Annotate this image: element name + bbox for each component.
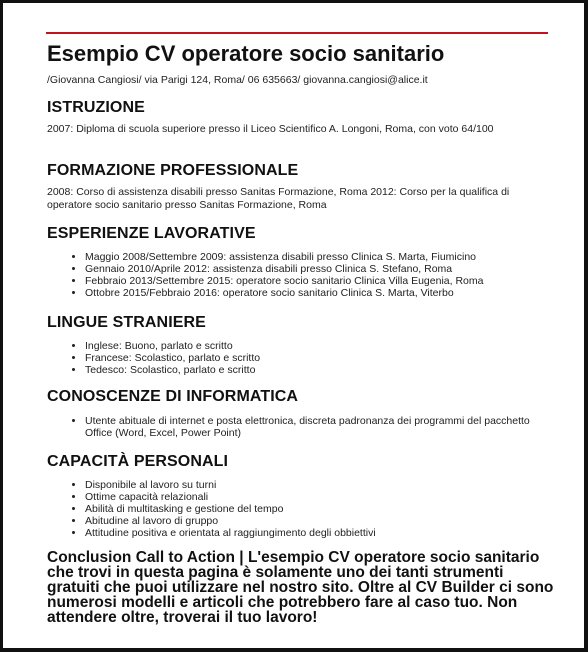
list-item: • Abilità di multitasking e gestione del tempo [85, 503, 547, 515]
list-item: • Ottobre 2015/Febbraio 2016: operatore socio sanitario Clinica S. Marta, Viterbo [85, 287, 547, 299]
section-heading: FORMAZIONE PROFESSIONALE [47, 162, 299, 179]
conclusion-call-to-action: Conclusion Call to Action | L'esempio CV operatore socio sanitario che trovi in questa pagina è solamente uno dei tanti strumenti gratuiti che puoi utilizzare nel nostro sito. Oltre al CV Builder ci sono numerosi modelli e articoli che potrebbero fare al caso tuo. Non attendere oltre, troverai il tuo lavoro! [47, 549, 554, 626]
experience-list [47, 251, 547, 299]
section-formazione [47, 162, 547, 211]
list-item: • Maggio 2008/Settembre 2009: assistenza disabili presso Clinica S. Marta, Fiumicino [85, 251, 547, 263]
list-item: • Disponibile al lavoro su turni [85, 479, 547, 491]
list-item: • Inglese: Buono, parlato e scritto [85, 340, 547, 352]
section-heading: CONOSCENZE DI INFORMATICA [47, 388, 299, 405]
list-item: • Febbraio 2013/Settembre 2015: operatore socio sanitario Clinica Villa Eugenia, Roma [85, 275, 547, 287]
section-heading: CAPACITÀ PERSONALI [47, 453, 229, 470]
skills-list [47, 479, 547, 539]
section-text: 2008: Corso di assistenza disabili presso Sanitas Formazione, Roma 2012: Corso per la qualifica di operatore socio sanitario presso Sanitas Formazione, Roma [47, 186, 510, 211]
language-list [47, 340, 547, 376]
section-lingue [47, 314, 547, 376]
list-item: • Abitudine al lavoro di gruppo [85, 515, 547, 527]
section-text: 2007: Diploma di scuola superiore presso il Liceo Scientifico A. Longoni, Roma, con voto 64/100 [47, 123, 494, 135]
section-esperienze [47, 225, 547, 299]
section-istruzione [47, 99, 547, 136]
section-heading: ESPERIENZE LAVORATIVE [47, 225, 256, 242]
it-skills-list [47, 415, 547, 439]
section-capacita [47, 453, 547, 539]
list-item: • Gennaio 2010/Aprile 2012: assistenza disabili presso Clinica S. Stefano, Roma [85, 263, 547, 275]
page-title: Esempio CV operatore socio sanitario [47, 41, 445, 66]
list-item: • Ottime capacità relazionali [85, 491, 547, 503]
list-item: • Francese: Scolastico, parlato e scritto [85, 352, 547, 364]
contact-line: /Giovanna Cangiosi/ via Parigi 124, Roma/ 06 635663/ giovanna.cangiosi@alice.it [47, 74, 428, 86]
list-item: • Tedesco: Scolastico, parlato e scritto [85, 364, 547, 376]
section-informatica [47, 388, 547, 439]
section-heading: ISTRUZIONE [47, 99, 145, 116]
list-item: • Attitudine positiva e orientata al raggiungimento degli obbiettivi [85, 527, 547, 539]
accent-divider [46, 32, 548, 34]
list-item: • Utente abituale di internet e posta elettronica, discreta padronanza dei programmi del pacchetto Office (Word, Excel, Power Point) [85, 415, 547, 439]
section-heading: LINGUE STRANIERE [47, 314, 206, 331]
